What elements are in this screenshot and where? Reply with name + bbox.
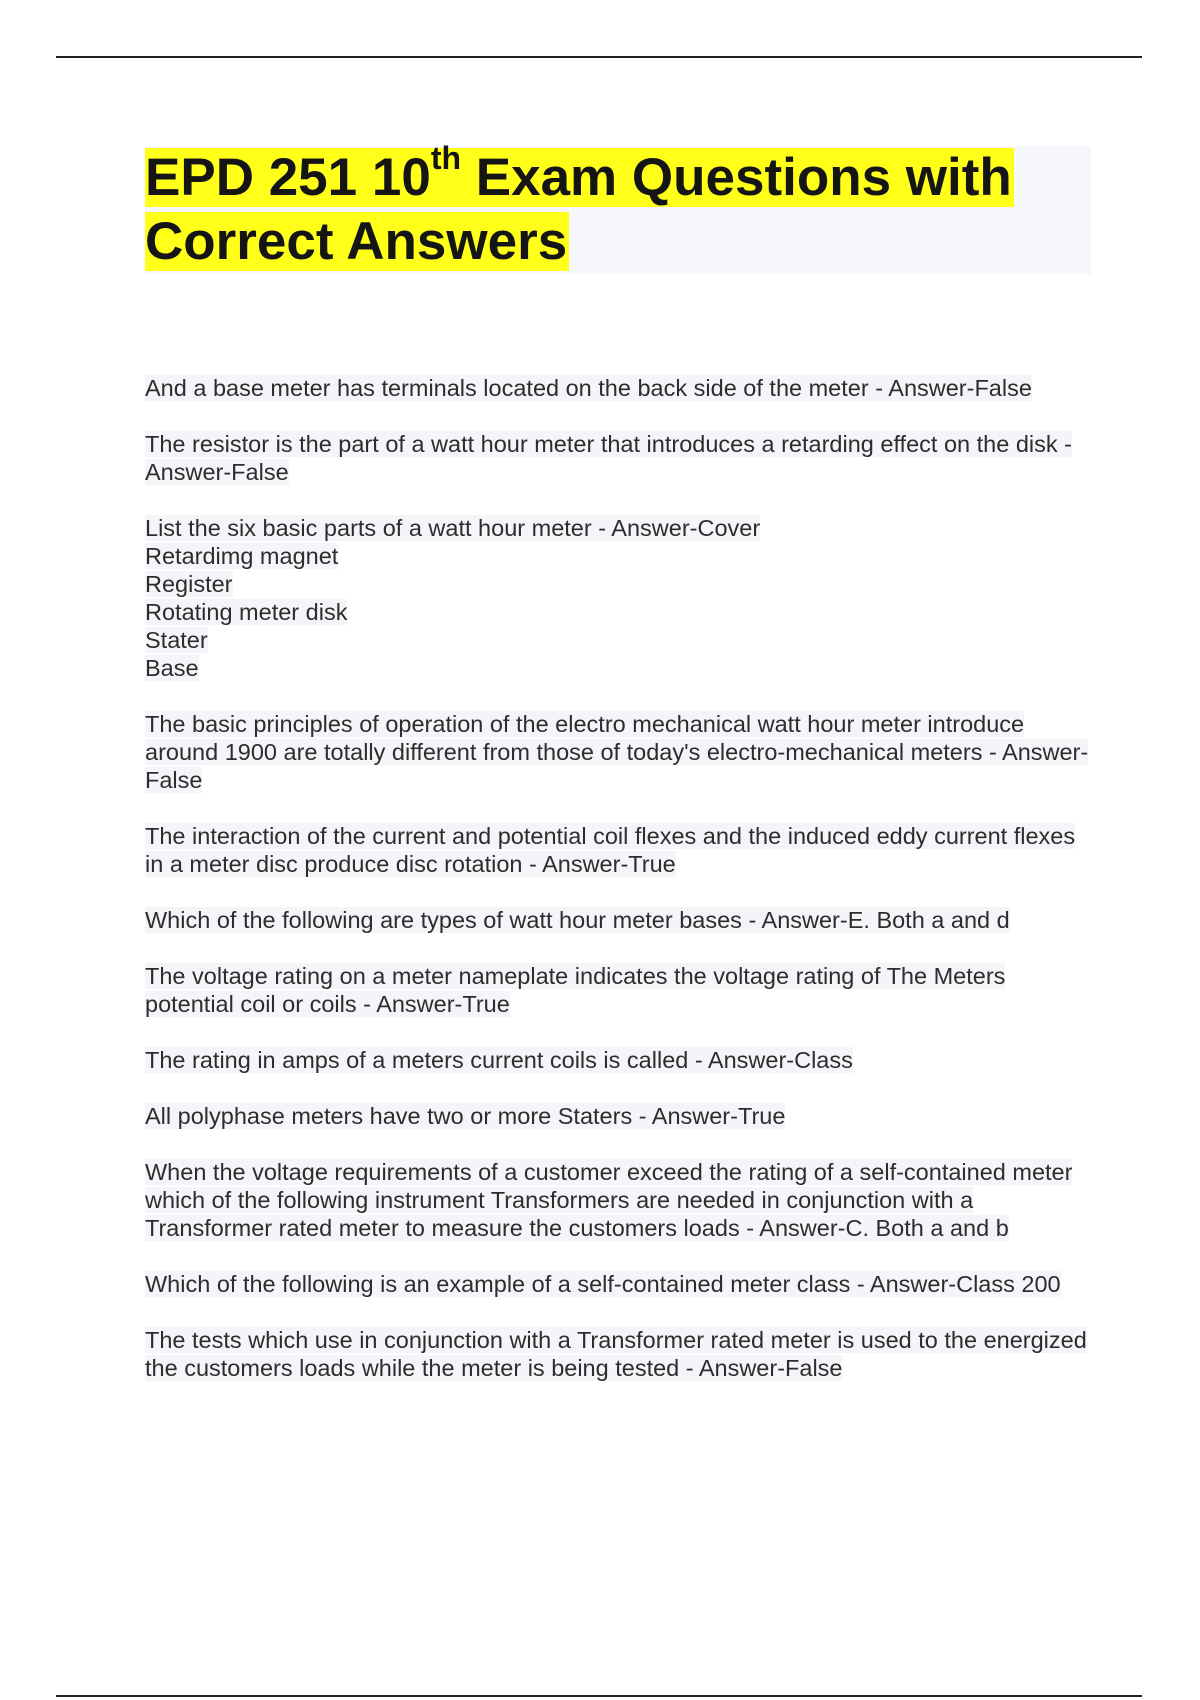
qa-item: The rating in amps of a meters current coils is called - Answer-Class (145, 1047, 853, 1073)
qa-item: All polyphase meters have two or more Staters - Answer-True (145, 1103, 786, 1129)
bottom-rule (56, 1695, 1142, 1697)
parts-list-item: Retardimg magnet (145, 543, 339, 569)
qa-item: When the voltage requirements of a customer exceed the rating of a self-contained meter which of the following instrument Transformers are needed in conjunction with a Transformer rated meter to measure the customers loads - Answer-C. Both a and b (145, 1159, 1073, 1241)
parts-list-item: Stater (145, 627, 208, 653)
title-line-1: EPD 251 10th Exam Questions with (145, 140, 1012, 207)
qa-item: The voltage rating on a meter nameplate indicates the voltage rating of The Meters potential coil or coils - Answer-True (145, 963, 1006, 1017)
qa-item: The interaction of the current and potential coil flexes and the induced eddy current flexes in a meter disc produce disc rotation - Answer-True (145, 823, 1076, 877)
document-title (145, 140, 1091, 274)
parts-list-item: Base (145, 655, 199, 681)
top-rule (56, 56, 1142, 58)
qa-item-parts: List the six basic parts of a watt hour meter - Answer-Cover Retardimg magnet Register Rotating meter disk Stater Base (145, 514, 1095, 682)
qa-item: The resistor is the part of a watt hour meter that introduces a retarding effect on the disk - Answer-False (145, 431, 1072, 485)
qa-item: Which of the following are types of watt hour meter bases - Answer-E. Both a and d (145, 907, 1010, 933)
qa-item: Which of the following is an example of a self-contained meter class - Answer-Class 200 (145, 1271, 1061, 1297)
qa-list (145, 374, 1095, 1410)
qa-item: And a base meter has terminals located on the back side of the meter - Answer-False (145, 375, 1032, 401)
qa-item: The basic principles of operation of the electro mechanical watt hour meter introduce around 1900 are totally different from those of today's electro-mechanical meters - Answer-False (145, 711, 1089, 793)
parts-list-item: Register (145, 571, 233, 597)
title-block (145, 140, 1091, 274)
qa-item: The tests which use in conjunction with a Transformer rated meter is used to the energized the customers loads while the meter is being tested - Answer-False (145, 1327, 1087, 1381)
parts-list-item: Rotating meter disk (145, 599, 348, 625)
title-line-2: Correct Answers (145, 212, 568, 271)
title-superscript: th (430, 140, 462, 176)
